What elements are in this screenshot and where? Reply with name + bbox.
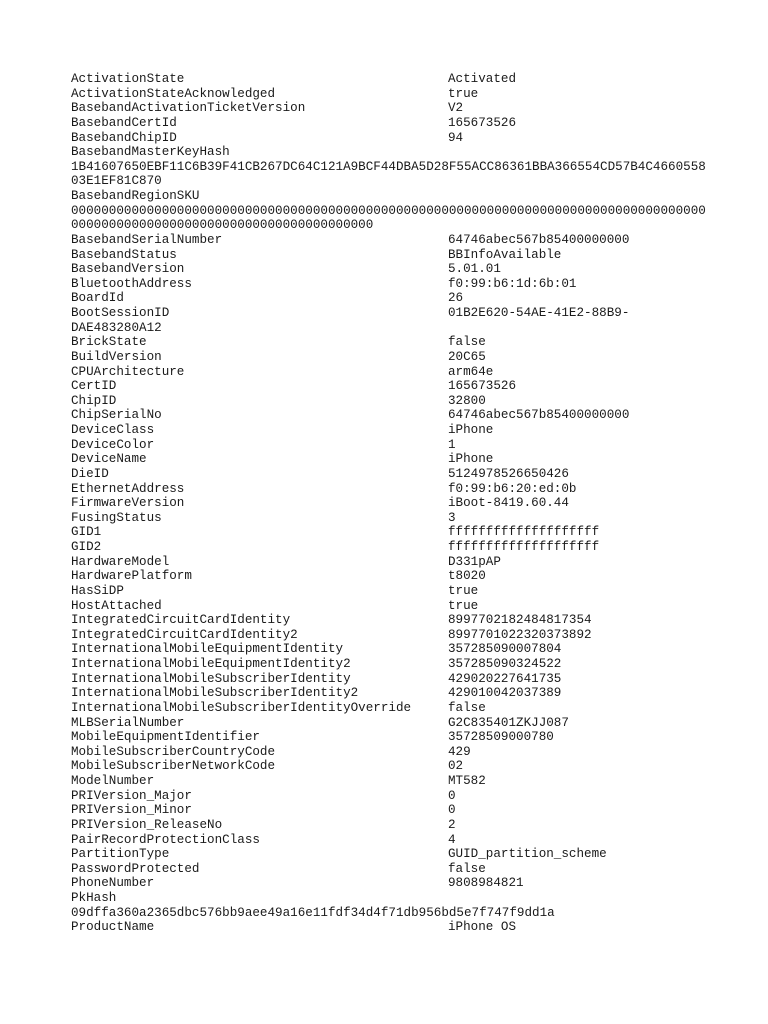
info-value: false (448, 700, 486, 715)
info-row (71, 891, 711, 906)
info-value: iPhone (448, 423, 494, 438)
info-value-long: 1B41607650EBF11C6B39F41CB267DC64C121A9BCF44DBA5D28F55ACC86361BBA366554CD57B4C466055803E1EF81C870 (71, 159, 706, 189)
info-row (71, 262, 711, 277)
info-key: PRIVersion_Minor (71, 803, 192, 818)
info-key: BluetoothAddress (71, 276, 192, 291)
info-row (71, 672, 711, 687)
info-value: iBoot-8419.60.44 (448, 496, 569, 511)
info-key: FirmwareVersion (71, 496, 185, 511)
info-row (71, 599, 711, 614)
info-value: true (448, 583, 479, 598)
info-key: FusingStatus (71, 510, 162, 525)
info-row (71, 145, 711, 160)
info-row (71, 613, 711, 628)
info-key: DeviceColor (71, 437, 155, 452)
info-key: BasebandChipID (71, 130, 177, 145)
info-row (71, 233, 711, 248)
info-value: 357285090007804 (448, 642, 562, 657)
info-value: 9808984821 (448, 876, 524, 891)
info-value: 4 (448, 832, 456, 847)
info-row (71, 277, 711, 292)
info-row (71, 701, 711, 716)
info-key: IntegratedCircuitCardIdentity (71, 613, 291, 628)
info-value: 0 (448, 788, 456, 803)
info-row (71, 686, 711, 701)
info-value: ffffffffffffffffffff (448, 525, 600, 540)
info-key: CertID (71, 379, 117, 394)
info-value: iPhone OS (448, 920, 517, 935)
info-row (71, 555, 711, 570)
info-key: ActivationState (71, 72, 185, 86)
info-value: 64746abec567b85400000000 (448, 408, 630, 423)
info-row (71, 803, 711, 818)
info-key: PhoneNumber (71, 876, 155, 891)
info-key: MobileSubscriberNetworkCode (71, 759, 276, 774)
info-key: BoardId (71, 291, 124, 306)
info-value: 0 (448, 803, 456, 818)
info-key: GID2 (71, 540, 102, 555)
info-row (71, 628, 711, 643)
info-row (71, 131, 711, 146)
info-row (71, 482, 711, 497)
info-value-long: 0000000000000000000000000000000000000000000000000000000000000000000000000000000000000000000000000000000000000000000000000000 (71, 203, 706, 233)
info-value: 2 (448, 817, 456, 832)
info-key: PRIVersion_Major (71, 788, 192, 803)
info-value: 429010042037389 (448, 686, 562, 701)
info-value: 1 (448, 437, 456, 452)
info-key: InternationalMobileEquipmentIdentity (71, 642, 344, 657)
info-value-continuation: DAE483280A12 (71, 320, 162, 335)
info-row (71, 818, 711, 833)
info-key: IntegratedCircuitCardIdentity2 (71, 627, 298, 642)
info-row (71, 745, 711, 760)
info-key: MLBSerialNumber (71, 715, 185, 730)
info-row (71, 87, 711, 102)
info-value: Activated (448, 72, 517, 86)
info-value: 429 (448, 744, 471, 759)
info-key: BasebandSerialNumber (71, 232, 223, 247)
info-key: CPUArchitecture (71, 364, 185, 379)
info-row (71, 248, 711, 263)
info-row (71, 569, 711, 584)
info-row (71, 716, 711, 731)
info-key: BasebandRegionSKU (71, 189, 200, 204)
info-key: ActivationStateAcknowledged (71, 86, 276, 101)
info-row (71, 365, 711, 380)
info-value: G2C835401ZKJJ087 (448, 715, 569, 730)
info-value: false (448, 335, 486, 350)
info-row (71, 101, 711, 116)
info-key: ChipSerialNo (71, 408, 162, 423)
info-value: 8997702182484817354 (448, 613, 592, 628)
info-key: HardwarePlatform (71, 569, 192, 584)
info-value: 20C65 (448, 349, 486, 364)
info-row (71, 730, 711, 745)
info-key: BasebandCertId (71, 115, 177, 130)
info-value: BBInfoAvailable (448, 247, 562, 262)
info-value: GUID_partition_scheme (448, 847, 607, 862)
info-row (71, 759, 711, 774)
info-row (71, 789, 711, 804)
info-key: ProductName (71, 920, 155, 935)
info-key: BasebandVersion (71, 262, 185, 277)
info-key: BasebandActivationTicketVersion (71, 101, 306, 116)
info-value: iPhone (448, 452, 494, 467)
info-row (71, 774, 711, 789)
info-value: 94 (448, 130, 464, 145)
info-row (71, 876, 711, 891)
info-key: MobileSubscriberCountryCode (71, 744, 276, 759)
info-row (71, 335, 711, 350)
info-key: InternationalMobileEquipmentIdentity2 (71, 657, 351, 672)
info-key: EthernetAddress (71, 481, 185, 496)
info-row (71, 116, 711, 131)
info-value: 357285090324522 (448, 657, 562, 672)
info-value-long: 09dffa360a2365dbc576bb9aee49a16e11fdf34d4f71db956bd5e7f747f9dd1a (71, 905, 555, 920)
info-value: 02 (448, 759, 464, 774)
info-value: true (448, 598, 479, 613)
info-key: DieID (71, 466, 109, 481)
info-key: BuildVersion (71, 349, 162, 364)
info-key: PairRecordProtectionClass (71, 832, 260, 847)
info-key: InternationalMobileSubscriberIdentityOverride (71, 700, 412, 715)
info-row (71, 496, 711, 511)
info-row (71, 408, 711, 423)
info-key: BootSessionID (71, 306, 170, 321)
info-row (71, 525, 711, 540)
info-row (71, 350, 711, 365)
info-value: true (448, 86, 479, 101)
info-value: 3 (448, 510, 456, 525)
info-key: PartitionType (71, 847, 170, 862)
info-value: 165673526 (448, 115, 517, 130)
info-key: HasSiDP (71, 583, 124, 598)
info-value: 64746abec567b85400000000 (448, 232, 630, 247)
info-value: 5.01.01 (448, 262, 501, 277)
info-value: 35728509000780 (448, 730, 554, 745)
info-key: GID1 (71, 525, 102, 540)
info-key: InternationalMobileSubscriberIdentity2 (71, 686, 359, 701)
info-row (71, 920, 711, 935)
info-value: 26 (448, 291, 464, 306)
info-key: BasebandMasterKeyHash (71, 145, 230, 160)
device-info-document (71, 72, 711, 935)
info-row (71, 189, 711, 204)
info-value: 32800 (448, 393, 486, 408)
info-row (71, 862, 711, 877)
info-row (71, 423, 711, 438)
info-row (71, 642, 711, 657)
info-row (71, 657, 711, 672)
info-key: HardwareModel (71, 554, 170, 569)
info-row (71, 379, 711, 394)
info-row (71, 291, 711, 306)
info-value: arm64e (448, 364, 494, 379)
info-row (71, 438, 711, 453)
info-key: ChipID (71, 393, 117, 408)
info-key: DeviceName (71, 452, 147, 467)
info-row (71, 306, 711, 321)
info-row (71, 540, 711, 555)
info-value: V2 (448, 101, 464, 116)
info-value: t8020 (448, 569, 486, 584)
info-key: InternationalMobileSubscriberIdentity (71, 671, 351, 686)
info-value: 8997701022320373892 (448, 627, 592, 642)
info-value: f0:99:b6:20:ed:0b (448, 481, 577, 496)
info-key: BrickState (71, 335, 147, 350)
info-row (71, 584, 711, 599)
info-value: 165673526 (448, 379, 517, 394)
info-row (71, 452, 711, 467)
info-key: MobileEquipmentIdentifier (71, 730, 260, 745)
info-row (71, 467, 711, 482)
info-key: PasswordProtected (71, 861, 200, 876)
info-key: PkHash (71, 891, 117, 906)
info-key: ModelNumber (71, 774, 155, 789)
info-row (71, 833, 711, 848)
info-key: BasebandStatus (71, 247, 177, 262)
info-value: D331pAP (448, 554, 501, 569)
info-value: false (448, 861, 486, 876)
info-value: f0:99:b6:1d:6b:01 (448, 276, 577, 291)
info-value: 01B2E620-54AE-41E2-88B9- (448, 306, 630, 321)
info-value: MT582 (448, 774, 486, 789)
info-key: HostAttached (71, 598, 162, 613)
info-key: PRIVersion_ReleaseNo (71, 817, 223, 832)
info-row (71, 72, 711, 87)
info-row (71, 394, 711, 409)
info-key: DeviceClass (71, 423, 155, 438)
info-row (71, 847, 711, 862)
info-value: 5124978526650426 (448, 466, 569, 481)
info-row (71, 511, 711, 526)
info-value: ffffffffffffffffffff (448, 540, 600, 555)
info-value: 429020227641735 (448, 671, 562, 686)
